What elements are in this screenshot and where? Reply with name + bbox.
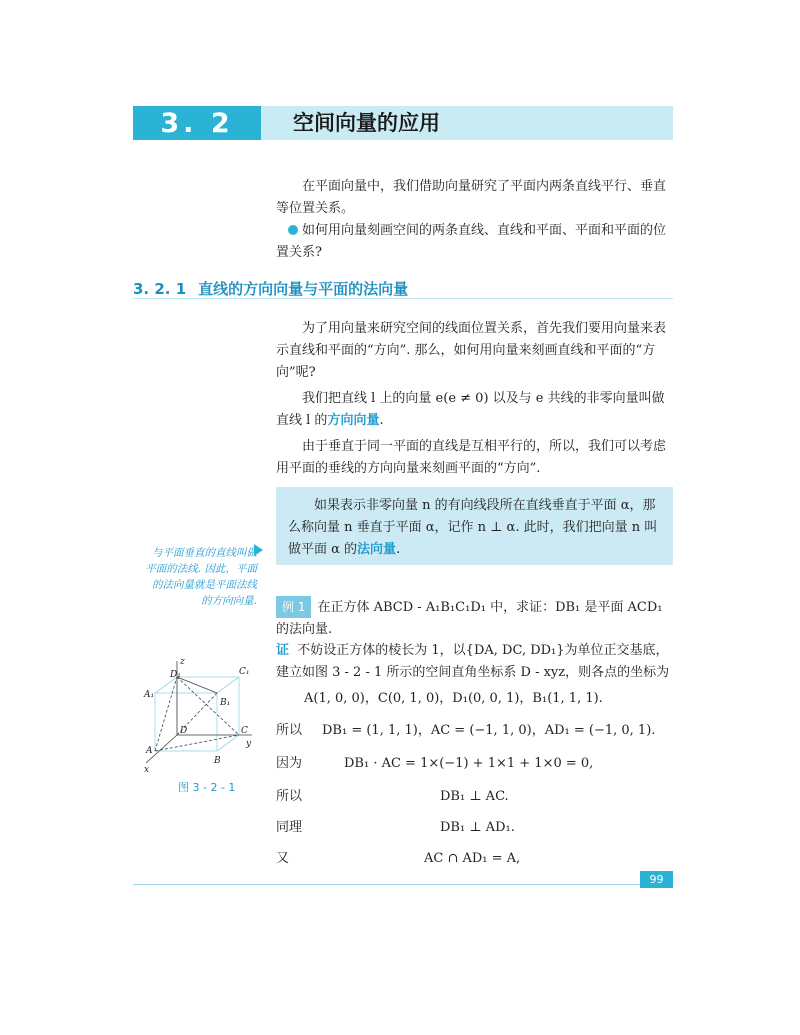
example-label: 例 1 xyxy=(276,596,311,618)
page-number: 99 xyxy=(640,871,673,888)
cube-figure xyxy=(140,655,260,775)
intro-question-text: 如何用向量刻画空间的两条直线、直线和平面、平面和平面的位置关系? xyxy=(276,223,667,260)
figure-caption: 图 3 - 2 - 1 xyxy=(178,781,236,794)
subsection-rule xyxy=(133,298,673,299)
body-paragraph-3: 由于垂直于同一平面的直线是互相平行的，所以，我们可以考虑用平面的垂线的方向向量来刻画平面的“方向”. xyxy=(276,439,667,476)
label-B: B xyxy=(214,756,221,766)
proof-line1: 不妨设正方体的棱长为 1，以{DA, DC, DD₁}为单位正交基底，建立如图 3 - 2 - 1 所示的空间直角坐标系 D - xyz，则各点的坐标为 xyxy=(276,643,670,680)
term-direction-vector: 方向向量 xyxy=(327,413,380,428)
proof-row-word: 同理 xyxy=(276,820,303,835)
label-C: C xyxy=(241,726,248,736)
section-number: 3. 2 xyxy=(160,107,234,139)
label-D: D xyxy=(180,726,188,736)
proof-row-word: 所以 xyxy=(276,723,303,738)
segment-AD1 xyxy=(155,677,177,751)
proof-intro xyxy=(276,640,673,684)
cube-front-face xyxy=(155,693,217,751)
proof-row-word: 因为 xyxy=(276,756,303,771)
definition-text xyxy=(276,487,673,561)
term-normal-vector: 法向量 xyxy=(357,542,397,557)
intro-paragraph: 在平面向量中，我们借助向量研究了平面内两条直线平行、垂直等位置关系。 xyxy=(276,179,667,216)
label-B1: B₁ xyxy=(220,698,231,708)
definition-body: 如果表示非零向量 n 的有向线段所在直线垂直于平面 α，那么称向量 n 垂直于平面 α，记作 n ⊥ α. 此时，我们把向量 n 叫做平面 α 的 xyxy=(288,498,658,557)
example-statement xyxy=(276,596,673,641)
intro-question xyxy=(276,220,673,264)
section-title: 空间向量的应用 xyxy=(293,111,440,135)
edge-D1B1 xyxy=(177,677,217,693)
proof-coordinates: A(1, 0, 0)，C(0, 1, 0)，D₁(0, 0, 1)，B₁(1, 1, 1). xyxy=(304,691,603,706)
side-note-pointer-icon xyxy=(254,544,263,556)
para2-end: . xyxy=(379,413,384,428)
subsection-heading xyxy=(133,278,408,299)
label-D1: D₁ xyxy=(170,670,181,680)
label-A: A xyxy=(146,746,153,756)
label-y: y xyxy=(246,739,252,749)
body-paragraph-1: 为了用向量来研究空间的线面位置关系，首先我们要用向量来表示直线和平面的“方向”. 那么，如何用向量来刻画直线和平面的“方向”呢? xyxy=(276,321,667,380)
proof-row-expr: AC ∩ AD₁ = A, xyxy=(424,851,521,866)
subsection-number: 3. 2. 1 xyxy=(133,280,187,298)
proof-row-word: 又 xyxy=(276,851,290,866)
proof-row-word: 所以 xyxy=(276,789,303,804)
label-z: z xyxy=(180,657,185,667)
section-number-box xyxy=(133,106,261,140)
definition-end: . xyxy=(396,542,401,557)
example-text: 在正方体 ABCD - A₁B₁C₁D₁ 中，求证：DB₁ 是平面 ACD₁ 的法向量. xyxy=(276,600,663,637)
body-paragraph-2 xyxy=(276,388,673,432)
proof-row-expr: DB₁ = (1, 1, 1)，AC = (−1, 1, 0)，AD₁ = (−1, 0, 1). xyxy=(322,723,656,738)
proof-label: 证 xyxy=(276,643,290,658)
label-x: x xyxy=(144,765,150,775)
proof-row-expr: DB₁ · AC = 1×(−1) + 1×1 + 1×0 = 0, xyxy=(344,756,594,771)
footer-rule xyxy=(133,884,673,885)
side-note: 与平面垂直的直线叫做平面的法线. 因此，平面的法向量就是平面法线的方向向量. xyxy=(145,547,257,607)
label-A1: A₁ xyxy=(144,690,155,700)
subsection-title: 直线的方向向量与平面的法向量 xyxy=(198,280,409,298)
proof-row-expr: DB₁ ⊥ AD₁. xyxy=(440,820,515,835)
label-C1: C₁ xyxy=(239,667,250,677)
proof-row-expr: DB₁ ⊥ AC. xyxy=(440,789,509,804)
para2-text: 我们把直线 l 上的向量 e(e ≠ 0) 以及与 e 共线的非零向量叫做直线 l 的 xyxy=(276,391,665,428)
definition-box xyxy=(276,487,673,565)
bullet-icon xyxy=(288,225,298,235)
